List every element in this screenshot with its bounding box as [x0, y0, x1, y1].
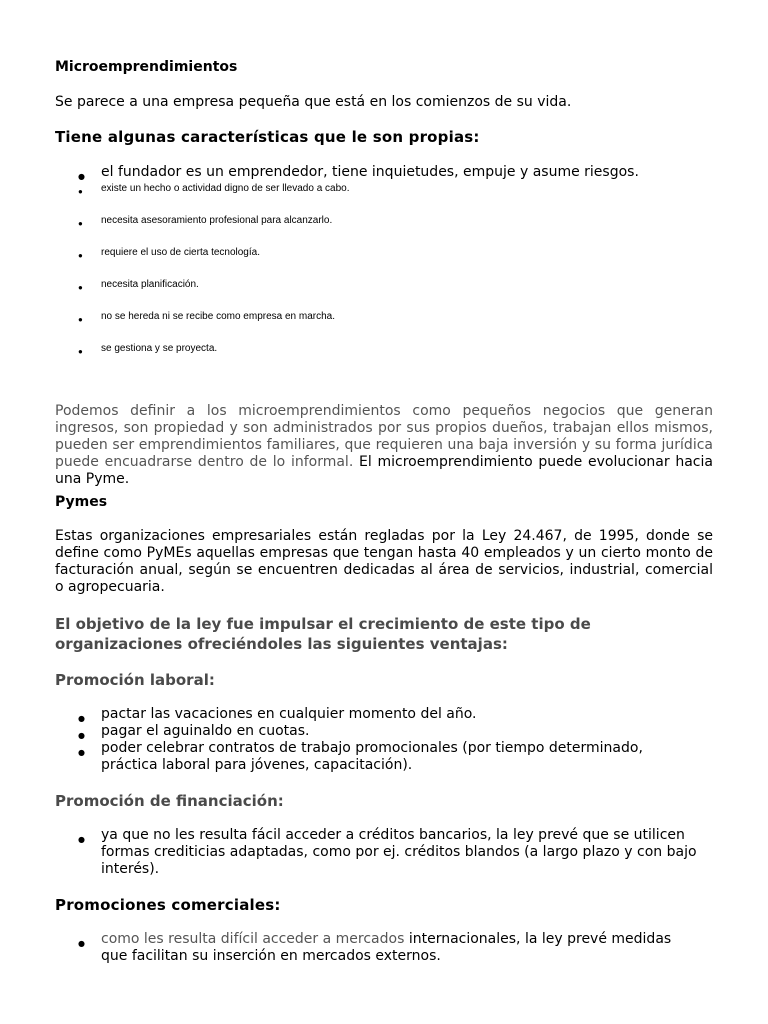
features-heading: Tiene algunas características que le son propias: — [55, 128, 480, 146]
comerciales-gray-text: como les resulta difícil acceder a mercados — [101, 931, 405, 947]
list-item: ● necesita asesoramiento profesional para alcanzarlo. — [78, 214, 350, 227]
financiacion-heading: Promoción de financiación: — [55, 792, 284, 810]
comerciales-heading: Promociones comerciales: — [55, 896, 281, 914]
definition-gray-text: Podemos definir a los microemprendimientos como pequeños negocios que generan ingresos, son propiedad y son administrados por sus propios dueños, trabajan ellos mismos, pueden ser emprendimientos familiares, que requieren una baja inversión y su forma jurídica puede encuadrarse dentro de lo informal. — [55, 403, 713, 470]
list-item: ● pactar las vacaciones en cualquier momento del año. — [78, 706, 701, 723]
features-list-first — [78, 164, 701, 181]
list-item: ● se gestiona y se proyecta. — [78, 342, 350, 355]
objective-heading: El objetivo de la ley fue impulsar el crecimiento de este tipo de organizaciones ofreciéndoles las siguientes ventajas: — [55, 615, 591, 653]
financiacion-list — [78, 827, 701, 878]
list-item — [78, 931, 701, 965]
pymes-heading: Pymes — [55, 494, 108, 510]
list-item: ● no se hereda ni se recibe como empresa en marcha. — [78, 310, 350, 323]
comerciales-black-text: internacionales, la ley prevé medidas que facilitan su inserción en mercados externos. — [101, 931, 672, 964]
list-item: ● pagar el aguinaldo en cuotas. — [78, 723, 701, 740]
list-item: ● el fundador es un emprendedor, tiene inquietudes, empuje y asume riesgos. — [78, 164, 701, 181]
laboral-heading: Promoción laboral: — [55, 671, 215, 689]
features-list — [78, 182, 350, 355]
laboral-list — [78, 706, 701, 774]
list-item: ● ya que no les resulta fácil acceder a créditos bancarios, la ley prevé que se utilicen formas crediticias adaptadas, como por ej. créditos blandos (a largo plazo y con bajo interés). — [78, 827, 701, 878]
list-item: ● existe un hecho o actividad digno de ser llevado a cabo. — [78, 182, 350, 195]
definition-paragraph — [55, 403, 713, 488]
intro-paragraph: Se parece a una empresa pequeña que está en los comienzos de su vida. — [55, 94, 572, 110]
list-item: ● necesita planificación. — [78, 278, 350, 291]
definition-black-text: El microemprendimiento puede evolucionar hacia una Pyme. — [55, 454, 713, 487]
list-item: ● poder celebrar contratos de trabajo promocionales (por tiempo determinado, práctica laboral para jóvenes, capacitación). — [78, 740, 701, 774]
pymes-paragraph: Estas organizaciones empresariales están regladas por la Ley 24.467, de 1995, donde se define como PyMEs aquellas empresas que tengan hasta 40 empleados y un cierto monto de facturación anual, según se encuentren dedicadas al área de servicios, industrial, comercial o agropecuaria. — [55, 528, 713, 595]
page-title: Microemprendimientos — [55, 59, 238, 75]
comerciales-list — [78, 931, 701, 965]
list-item: ● requiere el uso de cierta tecnología. — [78, 246, 350, 259]
